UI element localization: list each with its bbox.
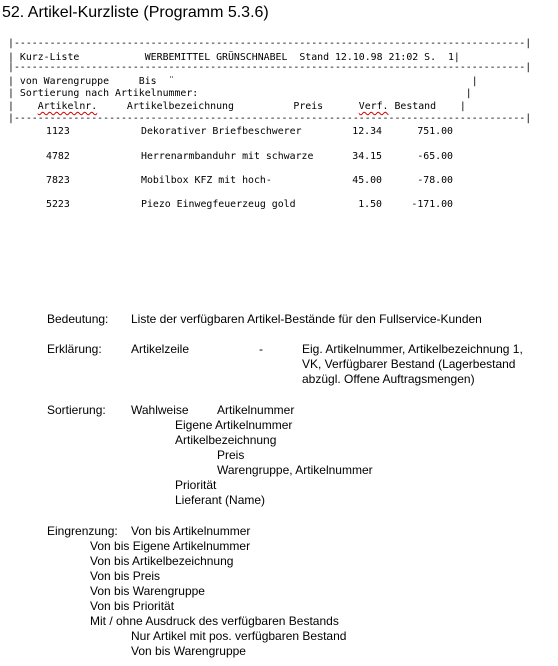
row-nr: 7823 <box>46 175 70 186</box>
erklaerung-line: abzügl. Offene Auftragsmengen) <box>302 372 475 386</box>
row-bezeichnung: Dekorativer Briefbeschwerer <box>141 126 302 137</box>
filter-option: Von bis Artikelnummer <box>131 524 251 538</box>
filter-option: Mit / ohne Ausdruck des verfügbaren Bestands <box>90 614 339 628</box>
row-bezeichnung: Mobilbox KFZ mit hoch- <box>141 175 272 186</box>
bedeutung-text: Liste der verfügbaren Artikel-Bestände für den Fullservice-Kunden <box>131 312 482 326</box>
row-bestand: -78.00 <box>417 175 453 186</box>
report-column-headers: | Artikelnr. Artikelbezeichnung Preis Verf. Bestand | <box>8 101 466 112</box>
erklaerung-line: VK, Verfügbarer Bestand (Lagerbestand <box>302 357 516 371</box>
sort-option: Preis <box>217 448 245 462</box>
row-bestand: -171.00 <box>411 199 453 210</box>
row-preis: 1.50 <box>358 199 382 210</box>
filter-option: Von bis Warengruppe <box>131 644 246 658</box>
row-nr: 1123 <box>46 126 70 137</box>
filter-option: Von bis Warengruppe <box>90 584 205 598</box>
report-rule-top: |--------------------------------------------------------------------------------------| <box>8 38 532 49</box>
filter-option: Von bis Preis <box>90 569 161 583</box>
row-bestand: 751.00 <box>417 126 453 137</box>
erklaerung-line: Eig. Artikelnummer, Artikelbezeichnung 1, <box>302 342 523 356</box>
report-rule-3: |--------------------------------------------------------------------------------------| <box>8 113 532 124</box>
col-artikelnr: Artikelnr. <box>37 101 98 112</box>
sort-option: Lieferant (Name) <box>175 493 266 507</box>
sort-option: Warengruppe, Artikelnummer <box>217 463 373 477</box>
filter-option: Nur Artikel mit pos. verfügbaren Bestand <box>131 629 347 643</box>
filter-option: Von bis Artikelbezeichnung <box>90 554 234 568</box>
bedeutung-label: Bedeutung: <box>47 312 109 326</box>
row-bezeichnung: Piezo Einwegfeuerzeug gold <box>141 199 296 210</box>
report-rule-2: |--------------------------------------------------------------------------------------| <box>8 62 532 73</box>
filter-option: Von bis Priorität <box>90 599 175 613</box>
report-header-title: | Kurz-Liste WERBEMITTEL GRÜNSCHNABEL Stand 12.10.98 21:02 S. 1| <box>8 52 460 63</box>
erklaerung-label: Erklärung: <box>47 342 102 356</box>
sort-option: Artikelnummer <box>217 403 295 417</box>
sort-option: Eigene Artikelnummer <box>175 418 293 432</box>
row-nr: 5223 <box>46 199 70 210</box>
row-preis: 12.34 <box>352 126 382 137</box>
sortierung-label: Sortierung: <box>47 403 106 417</box>
erklaerung-dash: - <box>259 342 263 356</box>
report-header-range: | von Warengruppe Bis ¨ | <box>8 76 478 87</box>
row-nr: 4782 <box>46 151 70 162</box>
sortierung-prefix: Wahlweise <box>131 403 189 417</box>
row-bestand: -65.00 <box>417 151 453 162</box>
eingrenzung-label: Eingrenzung: <box>47 524 118 538</box>
col-verf: Verf. <box>358 101 389 112</box>
sort-option: Priorität <box>175 478 217 492</box>
page-title: 52. Artikel-Kurzliste (Programm 5.3.6) <box>2 4 269 21</box>
row-preis: 34.15 <box>352 151 382 162</box>
row-bezeichnung: Herrenarmbanduhr mit schwarze <box>141 151 314 162</box>
row-preis: 45.00 <box>352 175 382 186</box>
filter-option: Von bis Eigene Artikelnummer <box>90 539 251 553</box>
sort-option: Artikelbezeichnung <box>175 433 277 447</box>
erklaerung-term: Artikelzeile <box>131 342 190 356</box>
report-header-sort: | Sortierung nach Artikelnummer: | <box>8 88 472 99</box>
